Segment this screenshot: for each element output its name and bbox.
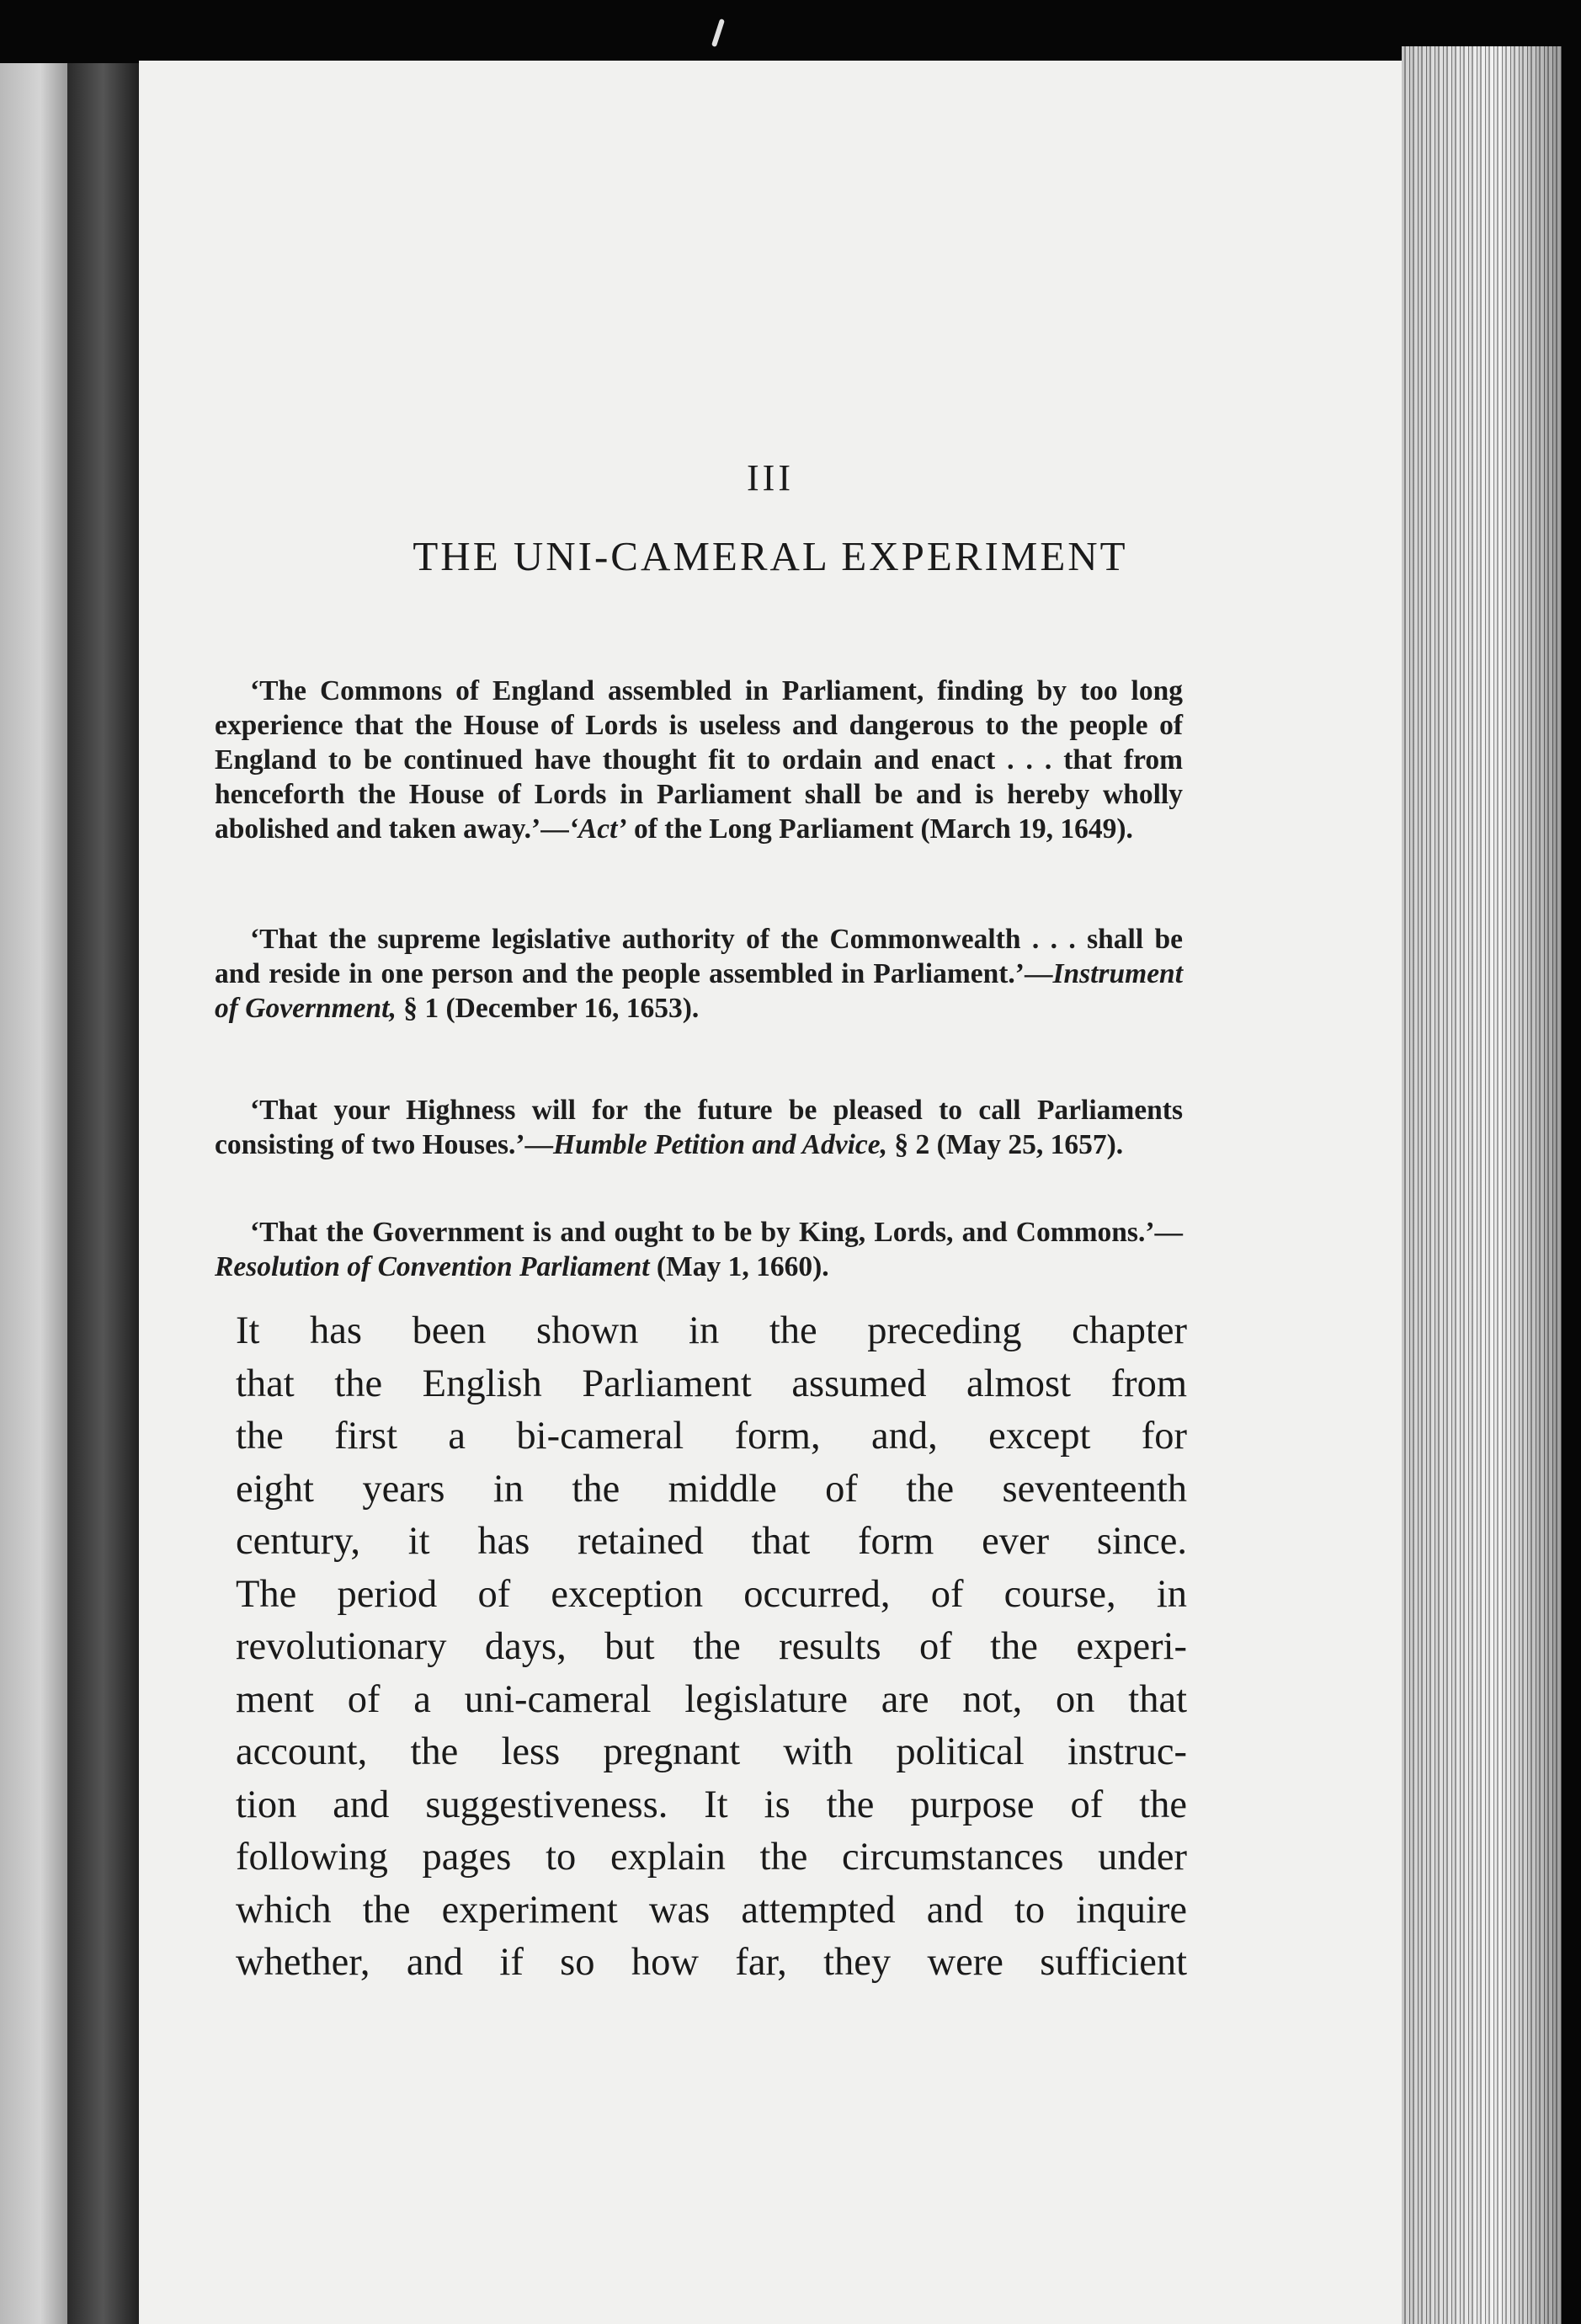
epigraph-source: Instrument of Government, — [215, 958, 1183, 1024]
body-line: following pages to explain the circumstances under — [236, 1836, 1187, 1879]
facing-page-edge — [0, 63, 67, 2324]
epigraph-source: Resolution of Convention Parliament — [215, 1251, 650, 1282]
epigraph-text: ‘That the Government is and ought to be by King, Lords, and Commons.’— — [250, 1217, 1183, 1248]
body-line: whether, and if so how far, they were sufficient — [236, 1941, 1187, 1984]
chapter-title: THE UNI-CAMERAL EXPERIMENT — [413, 533, 1128, 579]
scan-artifact — [711, 19, 725, 47]
epigraph — [215, 1215, 1183, 1284]
body-line: century, it has retained that form ever since. — [236, 1520, 1187, 1563]
body-line: revolutionary days, but the results of the experi- — [236, 1625, 1187, 1668]
epigraph-text: ‘The Commons of England assembled in Parliament, finding by too long experience that the House of Lords is useless and dangerous to the people of England to be continued have thought fit to ordain and enact . . . that from henceforth the House of Lords in Parliament shall be and is hereby wholly abolished and taken away.’— — [215, 675, 1183, 845]
epigraph — [215, 1093, 1183, 1162]
chapter-number: III — [747, 457, 794, 498]
epigraph — [215, 674, 1183, 846]
body-line: tion and suggestiveness. It is the purpose of the — [236, 1783, 1187, 1826]
epigraph-citation: § 2 (May 25, 1657). — [887, 1129, 1124, 1160]
body-line: eight years in the middle of the seventeenth — [236, 1467, 1187, 1511]
epigraph — [215, 922, 1183, 1026]
body-line: It has been shown in the preceding chapter — [236, 1309, 1187, 1352]
body-line: ment of a uni-cameral legislature are not, on that — [236, 1677, 1187, 1721]
body-line: the first a bi-cameral form, and, except for — [236, 1415, 1187, 1458]
book-gutter — [67, 63, 139, 2324]
body-line: account, the less pregnant with political instruc- — [236, 1730, 1187, 1773]
book-page — [139, 61, 1402, 2324]
fore-edge-shadow — [1402, 46, 1562, 2324]
body-line: which the experiment was attempted and to inquire — [236, 1888, 1187, 1932]
body-line: The period of exception occurred, of course, in — [236, 1572, 1187, 1616]
epigraph-source: ‘Act’ — [568, 813, 627, 845]
body-paragraph — [236, 1305, 1187, 1990]
epigraph-citation: of the Long Parliament (March 19, 1649). — [626, 813, 1133, 845]
epigraph-text: ‘That the supreme legislative authority of the Commonwealth . . . shall be and reside in one person and the people assembled in Parliament.’— — [215, 924, 1183, 989]
epigraph-text: ‘That your Highness will for the future be pleased to call Parliaments consisting of two Houses.’— — [215, 1095, 1183, 1160]
epigraph-source: Humble Petition and Advice, — [553, 1129, 888, 1160]
epigraph-citation: § 1 (December 16, 1653). — [396, 993, 700, 1024]
body-line: that the English Parliament assumed almost from — [236, 1362, 1187, 1405]
epigraph-citation: (May 1, 1660). — [649, 1251, 829, 1282]
